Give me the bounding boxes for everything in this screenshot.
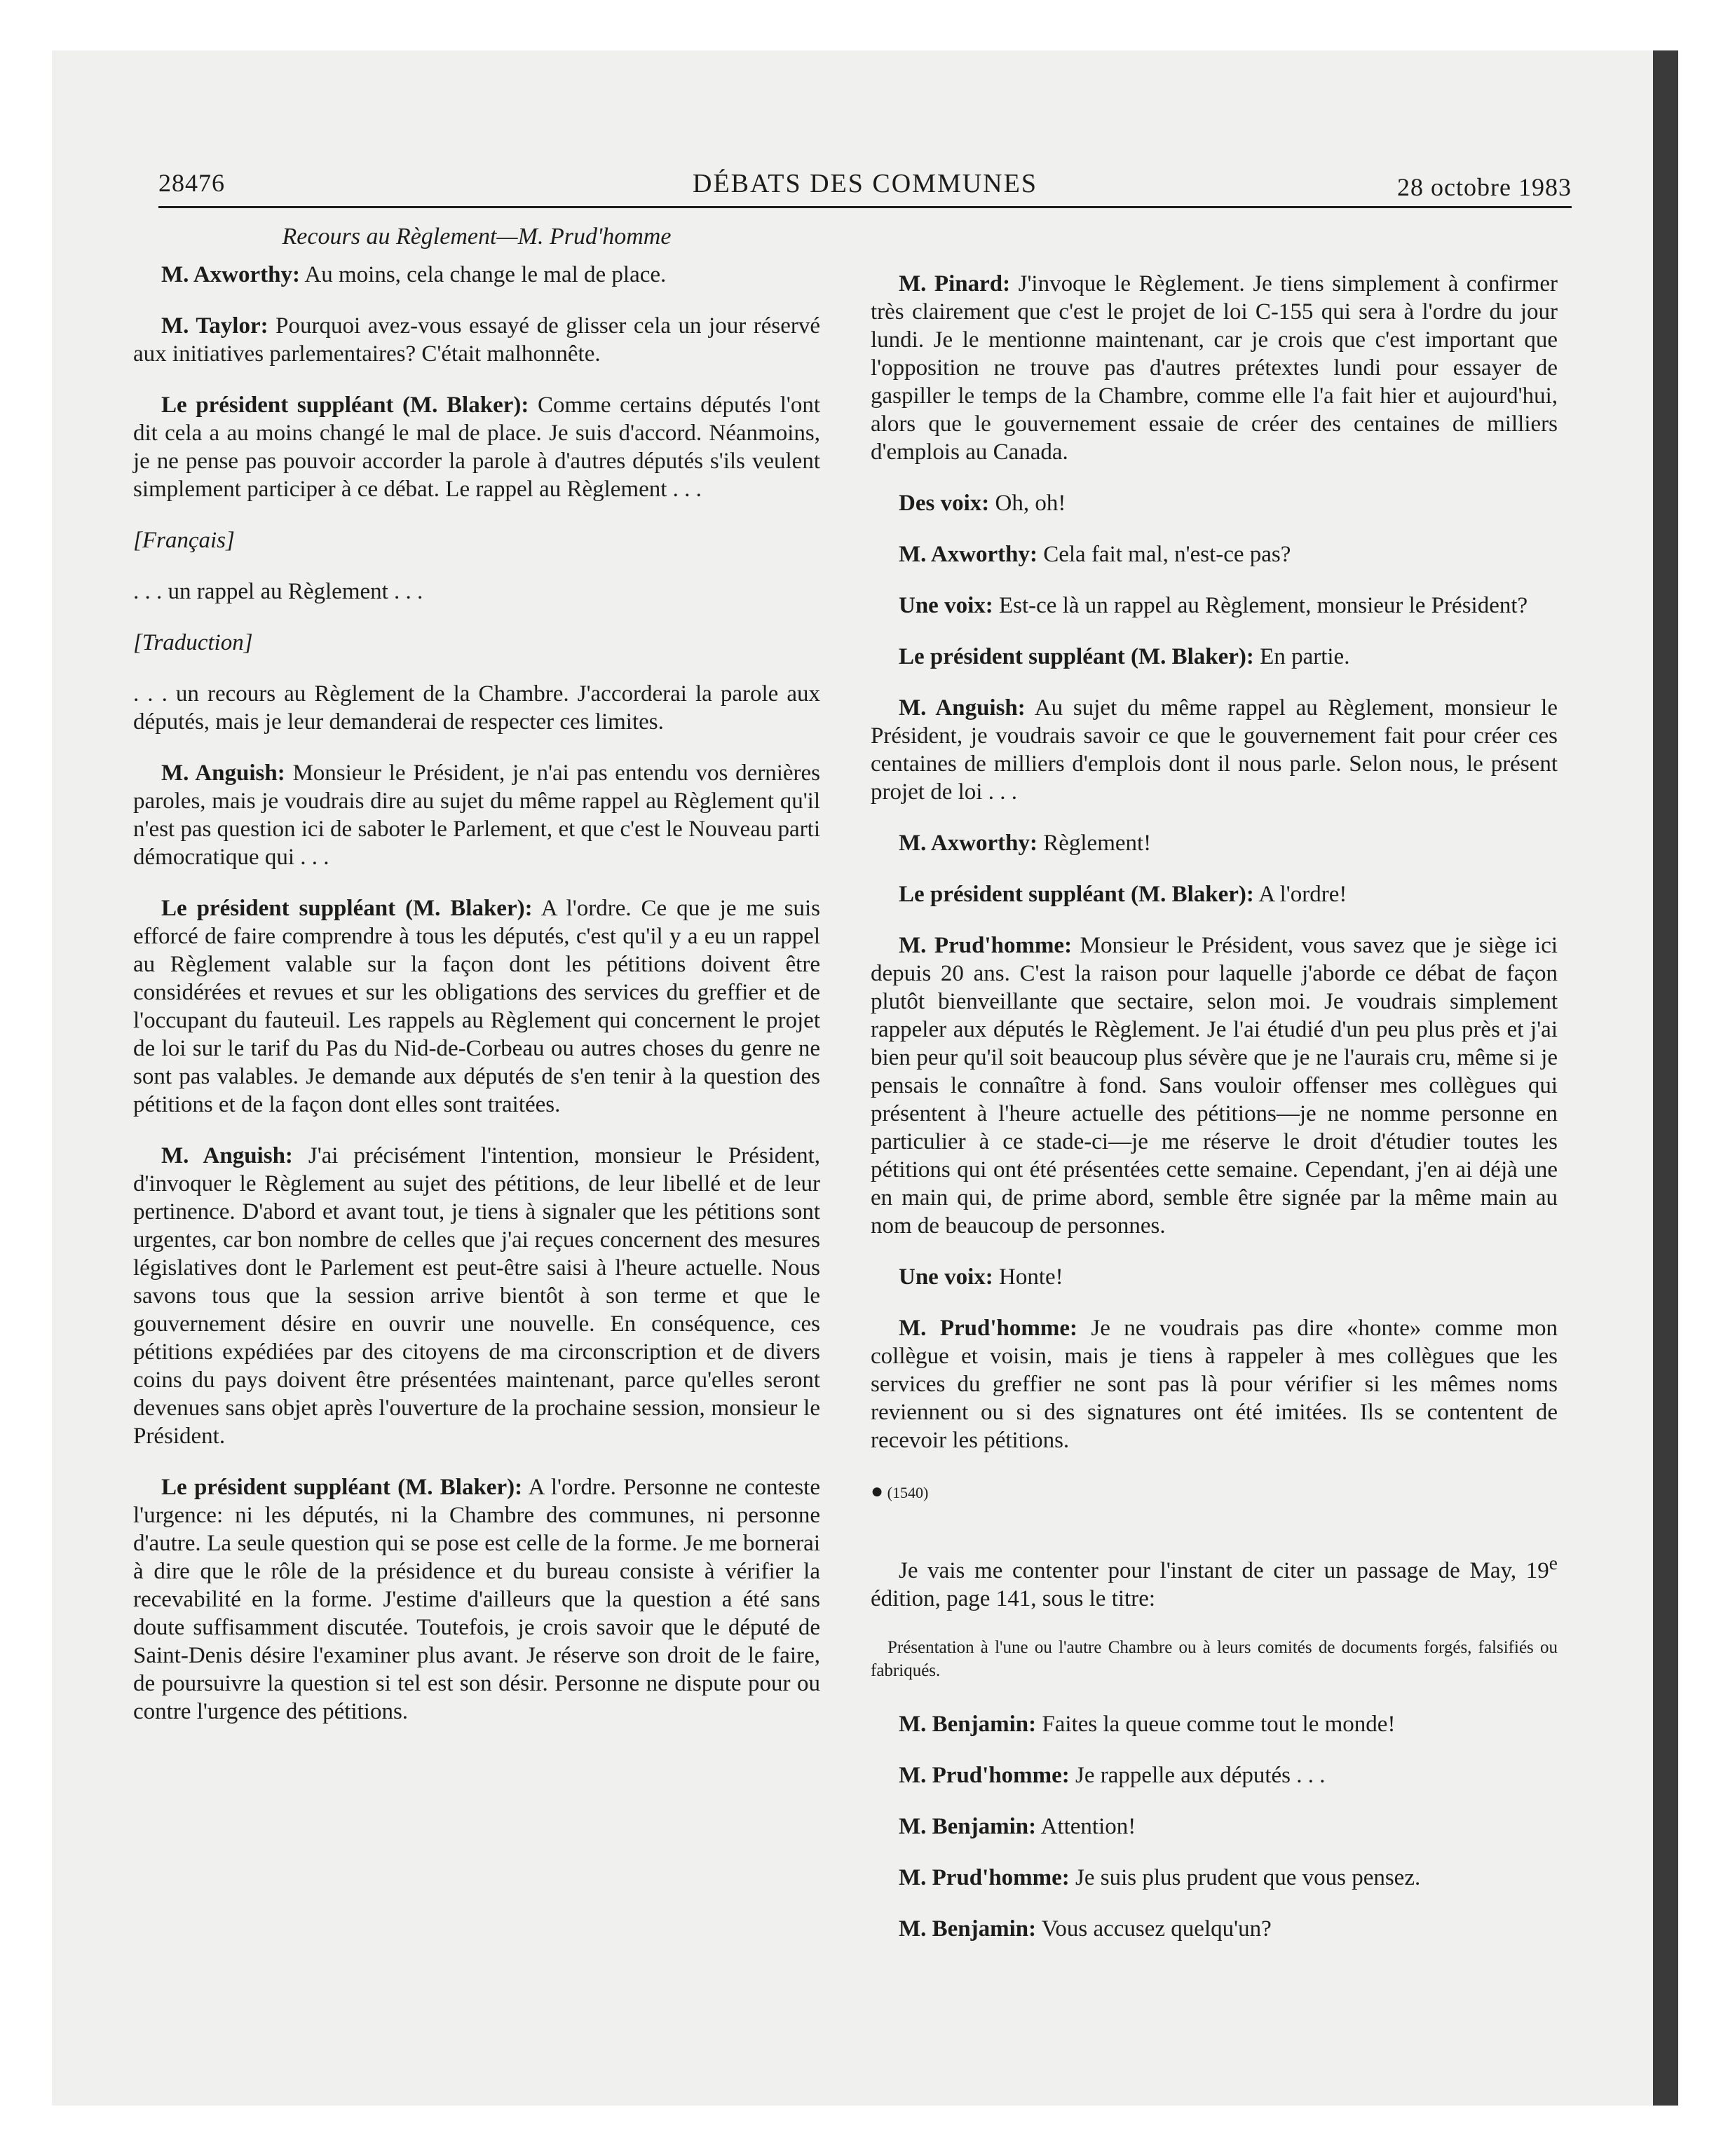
speaker-name: M. Prud'homme:: [899, 1316, 1077, 1341]
time-stamp: (1540): [887, 1484, 929, 1501]
speech-text: Comme certains députés l'ont dit cela a au moins changé le mal de place. Je suis d'accord. Néanmoins, je ne pense pas pouvoir accorder la parole à d'autres députés s'ils veulent simplement participer à ce débat. Le rappel au Règlement . . .: [133, 393, 820, 502]
time-marker: [871, 1478, 1558, 1507]
speech-paragraph: [871, 1813, 1558, 1841]
speech-paragraph: [871, 1915, 1558, 1943]
speaker-name: M. Anguish:: [161, 1143, 293, 1168]
speech-paragraph: [133, 261, 820, 289]
publication-title: DÉBATS DES COMMUNES: [693, 169, 1037, 198]
page-header: [158, 168, 1572, 210]
speaker-name: M. Pinard:: [899, 271, 1011, 296]
speech-text: Je rappelle aux députés . . .: [1069, 1763, 1326, 1788]
speaker-name: Le président suppléant (M. Blaker):: [899, 644, 1254, 669]
section-subheading: Recours au Règlement—M. Prud'homme: [282, 224, 672, 250]
speaker-name: M. Prud'homme:: [899, 1763, 1070, 1788]
speaker-name: M. Axworthy:: [899, 542, 1037, 567]
speech-paragraph: [133, 1142, 820, 1450]
speech-text: A l'ordre. Ce que je me suis efforcé de faire comprendre à tous les députés, c'est qu'il y a eu un rappel au Règlement valable sur la façon dont les pétitions doivent être considérées et revues et sur les obligations des services du greffier et de l'occupant du fauteuil. Les rappels au Règlement qui concernent le projet de loi sur le tarif du Pas du Nid-de-Corbeau ou autres choses du genre ne sont pas valables. Je demande aux députés de s'en tenir à la question des pétitions et de la façon dont elles sont traitées.: [133, 896, 820, 1117]
speech-text: En partie.: [1253, 644, 1350, 669]
scan-edge-bar: [1653, 50, 1678, 2106]
speech-text: Honte!: [993, 1264, 1063, 1290]
speech-text: Est-ce là un rappel au Règlement, monsieur le Président?: [993, 593, 1528, 618]
right-column: [871, 270, 1558, 1966]
speech-text: Monsieur le Président, vous savez que je siège ici depuis 20 ans. C'est la raison pour laquelle j'aborde ce débat de façon plutôt bienveillante que sectaire, selon moi. Je voudrais simplement rappeler aux députés le Règlement. Je l'ai étudié d'un peu plus près et j'ai bien peur qu'il soit beaucoup plus sévère que je ne l'aurais cru, même si je pensais le connaître à fond. Sans vouloir offenser mes collègues qui présentent à l'heure actuelle des pétitions—je ne nomme personne en particulier à ce stade-ci—je me réserve le droit d'étudier toutes les pétitions qui ont été présentées cette semaine. Cependant, j'en ai déjà une en main qui, de prime abord, semble être signée par la même main au nom de beaucoup de personnes.: [871, 933, 1558, 1239]
speech-text: Au sujet du même rappel au Règlement, monsieur le Président, je voudrais savoir ce que le gouvernement fait pour créer ces centaines de milliers d'emplois dont il nous parle. Selon nous, le présent projet de loi . . .: [871, 695, 1558, 805]
speech-paragraph: [871, 1710, 1558, 1738]
speech-paragraph: . . . un recours au Règlement de la Chambre. J'accorderai la parole aux députés, mais je leur demanderai de respecter ces limites.: [133, 681, 820, 735]
speech-text: J'ai précisément l'intention, monsieur le Président, d'invoquer le Règlement au sujet des pétitions, de leur libellé et de leur pertinence. D'abord et avant tout, je tiens à signaler que les pétitions sont urgentes, car bon nombre de celles que j'ai reçues concernent des mesures législatives dont le Parlement est peut-être saisi à l'heure actuelle. Nous savons tous que la session arrive bientôt à son terme et que le gouvernement désire en ouvrir une nouvelle. En conséquence, ces pétitions expédiées par des citoyens de ma circonscription et de divers coins du pays doivent être présentées maintenant, parce qu'elles seront devenues sans objet après l'ouverture de la prochaine session, monsieur le Président.: [133, 1143, 820, 1449]
speech-text: A l'ordre. Personne ne conteste l'urgence: ni les députés, ni la Chambre des communes, ni personne d'autre. La seule question qui se pose est celle de la forme. Je me bornerai à dire que le rôle de la présidence et du bureau consiste à vérifier la recevabilité en la forme. J'estime d'ailleurs que la question a été sans doute suffisamment discutée. Toutefois, je crois savoir que le député de Saint-Denis désire l'examiner plus avant. Je réserve son droit de le faire, de poursuivre la question si tel est son désir. Personne ne dispute pour ou contre l'urgence des pétitions.: [133, 1475, 820, 1724]
speaker-name: Le président suppléant (M. Blaker):: [161, 1475, 523, 1500]
speaker-name: Le président suppléant (M. Blaker):: [161, 896, 533, 921]
language-tag: [Traduction]: [133, 630, 253, 655]
speaker-name: M. Anguish:: [899, 695, 1026, 721]
speech-text: édition, page 141, sous le titre:: [871, 1586, 1156, 1611]
speech-paragraph: [871, 932, 1558, 1240]
speech-paragraph: [871, 1864, 1558, 1892]
speech-text: Je ne voudrais pas dire «honte» comme mon collègue et voisin, mais je tiens à rappeler à mes collègues que les services du greffier ne sont pas là pour vérifier si les mêmes noms reviennent ou si des signatures ont été imitées. Ils se contentent de recevoir les pétitions.: [871, 1316, 1558, 1453]
speech-text: Au moins, cela change le mal de place.: [299, 262, 667, 287]
speech-text: Attention!: [1036, 1814, 1136, 1839]
speech-paragraph: [133, 391, 820, 503]
speech-paragraph: [871, 1761, 1558, 1789]
speaker-name: Des voix:: [899, 491, 990, 516]
superscript: e: [1549, 1552, 1558, 1574]
speech-paragraph: [133, 894, 820, 1119]
speaker-name: M. Axworthy:: [161, 262, 300, 287]
speech-paragraph: [133, 759, 820, 871]
speech-paragraph: [871, 540, 1558, 568]
speech-text: Faites la queue comme tout le monde!: [1036, 1712, 1396, 1737]
speech-text: A l'ordre!: [1253, 882, 1347, 907]
speech-text: Pourquoi avez-vous essayé de glisser cela un jour réservé aux initiatives parlementaires? C'était malhonnête.: [133, 313, 820, 367]
speech-text: Cela fait mal, n'est-ce pas?: [1037, 542, 1291, 567]
header-rule: [158, 206, 1572, 208]
speaker-name: M. Benjamin:: [899, 1712, 1037, 1737]
page-number: 28476: [158, 169, 225, 197]
speech-text: Règlement!: [1037, 831, 1152, 856]
speaker-name: Le président suppléant (M. Blaker):: [161, 393, 529, 418]
speech-text: Vous accusez quelqu'un?: [1036, 1916, 1272, 1942]
speech-paragraph: [871, 1549, 1558, 1613]
speaker-name: M. Prud'homme:: [899, 933, 1073, 958]
speech-text: Je vais me contenter pour l'instant de citer un passage de May, 19: [899, 1558, 1549, 1583]
speaker-name: M. Taylor:: [161, 313, 268, 339]
speech-paragraph: [871, 1263, 1558, 1291]
speech-paragraph: [871, 880, 1558, 908]
speech-paragraph: [871, 1314, 1558, 1454]
speaker-name: M. Benjamin:: [899, 1916, 1037, 1942]
speech-text: J'invoque le Règlement. Je tiens simplement à confirmer très clairement que c'est le projet de loi C-155 qui sera à l'ordre du jour lundi. Je le mentionne maintenant, car je crois que c'est important que l'opposition ne trouve pas d'autres prétextes lundi pour essayer de gaspiller le temps de la Chambre, comme elle l'a fait hier et aujourd'hui, alors que le gouvernement essaie de créer des centaines de milliers d'emplois au Canada.: [871, 271, 1558, 465]
speaker-name: M. Prud'homme:: [899, 1865, 1070, 1890]
block-quote: Présentation à l'une ou l'autre Chambre ou à leurs comités de documents forgés, falsifiés ou fabriqués.: [871, 1638, 1558, 1680]
left-column: [133, 223, 820, 1749]
speech-text: Monsieur le Président, je n'ai pas entendu vos dernières paroles, mais je voudrais dire au sujet du même rappel au Règlement qu'il n'est pas question ici de saboter le Parlement, et que c'est le Nouveau parti démocratique qui . . .: [133, 760, 820, 870]
speech-paragraph: [871, 694, 1558, 806]
speech-text: Oh, oh!: [989, 491, 1066, 516]
speech-paragraph: [871, 643, 1558, 671]
speech-paragraph: . . . un rappel au Règlement . . .: [133, 579, 423, 604]
speaker-name: Une voix:: [899, 1264, 993, 1290]
language-tag: [Français]: [133, 528, 235, 553]
speaker-name: Une voix:: [899, 593, 993, 618]
speech-paragraph: [133, 312, 820, 368]
speech-paragraph: [871, 489, 1558, 517]
speaker-name: M. Axworthy:: [899, 831, 1037, 856]
bullet-icon: ●: [871, 1480, 884, 1503]
speech-paragraph: [871, 829, 1558, 857]
speaker-name: M. Benjamin:: [899, 1814, 1037, 1839]
speech-paragraph: [133, 1473, 820, 1726]
speech-text: Je suis plus prudent que vous pensez.: [1069, 1865, 1421, 1890]
speech-paragraph: [871, 592, 1558, 620]
speaker-name: M. Anguish:: [161, 760, 285, 786]
publication-date: 28 octobre 1983: [1397, 173, 1572, 201]
speaker-name: Le président suppléant (M. Blaker):: [899, 882, 1254, 907]
speech-paragraph: [871, 270, 1558, 466]
